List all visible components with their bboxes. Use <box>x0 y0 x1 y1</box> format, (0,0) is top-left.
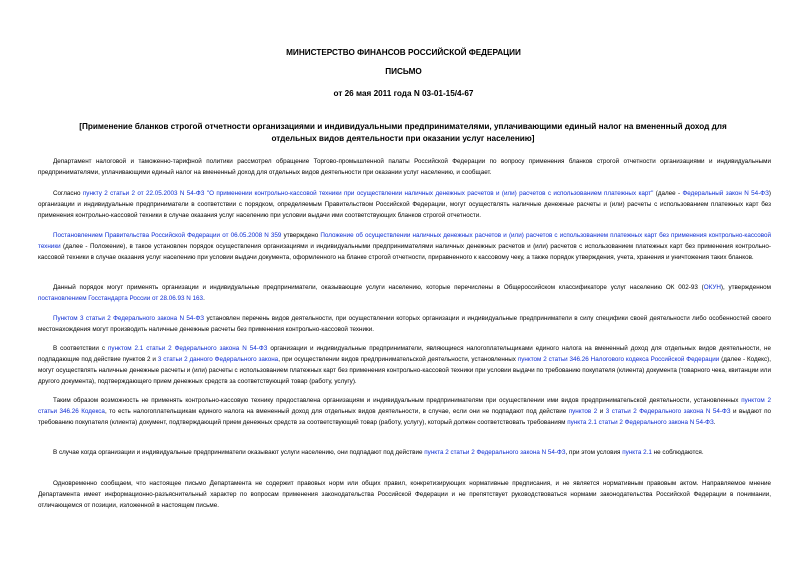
paragraph-disclaimer <box>38 478 771 511</box>
paragraph-text: и выдают по требованию покупателя (клиента) документ, подтверждающий прием денежных средств за соответствующий товар (работу, услугу), который должен соответствовать требованиям <box>38 408 771 426</box>
legal-reference-link[interactable]: Пунктом 3 статьи 2 Федерального закона N 54-ФЗ <box>53 315 205 322</box>
paragraph-text: (далее - Кодекс), могут осуществлять наличные денежные расчеты и (или) расчеты с использованием платежных карт без применения контрольно-кассовой техники при условии выдачи по требованию покупателя (клиента) документа (товарного чека, квитанции или другого документа), подтверждающего прием денежных средств за соответствующий товар (работу, услугу). <box>38 356 771 385</box>
legal-reference-link[interactable]: 3 статьи 2 Федерального закона N 54-ФЗ <box>605 408 731 415</box>
paragraph-text: Таким образом возможность не применять контрольно-кассовую технику предоставлена организациям и индивидуальным предпринимателям при осуществлении ими видов предпринимательской деятельности, установленных <box>53 397 742 404</box>
paragraph-text: утверждено <box>281 232 321 239</box>
paragraph-text: , то есть налогоплательщикам единого налога на вмененный доход для отдельных видов деятельности, в случае, если они не подпадают под действие <box>104 408 569 415</box>
legal-reference-link[interactable]: пункта 2.1 статьи 2 Федерального закона N 54-ФЗ <box>567 419 714 426</box>
paragraph-text: (далее - <box>653 190 683 197</box>
legal-reference-link[interactable]: пункта 2.1 <box>622 449 652 456</box>
paragraph-text: В случае когда организации и индивидуальные предприниматели оказывают услуги населению, они подпадают под действие <box>53 449 425 456</box>
paragraph-text: Данный порядок могут применять организации и индивидуальные предприниматели, оказывающие услуги населению, которые перечислены в Общероссийском классификаторе услуг населению ОК 002-93 ( <box>53 284 704 291</box>
paragraph-text: . <box>203 295 205 302</box>
ministry-heading: МИНИСТЕРСТВО ФИНАНСОВ РОССИЙСКОЙ ФЕДЕРАЦИИ <box>286 48 521 57</box>
paragraph-conclusion <box>38 395 771 428</box>
document-subject: [Применение бланков строгой отчетности организациями и индивидуальными предпринимателями, уплачивающими единый налог на вмененный доход для отдельных видов деятельности при оказании услуг населению] <box>79 122 727 143</box>
paragraph-clause-2-1 <box>38 343 771 387</box>
paragraph-text: и <box>597 408 606 415</box>
legal-reference-link[interactable]: пунктом 2.1 статьи 2 Федерального закона N 54-ФЗ <box>108 345 268 352</box>
paragraph-text: ), утвержденном <box>720 284 771 291</box>
document-date-number: от 26 мая 2011 года N 03-01-15/4-67 <box>333 89 474 98</box>
paragraph-text: организации и индивидуальные предприниматели, являющиеся налогоплательщиками единого налога на вмененный доход для отдельных видов деятельности, не подпадающие под действие пунктов 2 и <box>38 345 771 363</box>
legal-reference-link[interactable]: пунктом 2 статьи 346.26 Налогового кодекса Российской Федерации <box>517 356 720 363</box>
paragraph-text: ) организации и индивидуальные предприниматели в соответствии с порядком, определяемым Правительством Российской Федерации, могут осуществлять наличные денежные расчеты и (или) расчеты с использованием платежных карт без применения контрольно-кассовой техники в случае оказания услуг населению при условии выдачи ими соответствующих бланков строгой отчетности. <box>38 190 771 219</box>
paragraph-text: Департамент налоговой и таможенно-тарифной политики рассмотрел обращение Торгово-промышленной палаты Российской Федерации по вопросу применения бланков строгой отчетности организациями и индивидуальными предпринимателями, уплачивающими единый налог на вмененный доход для отдельных видов деятельности при оказании услуг населению, и сообщает. <box>38 158 771 176</box>
paragraph-clause-3 <box>38 313 771 335</box>
legal-reference-link[interactable]: Постановлением Правительства Российской Федерации от 06.05.2008 N 359 <box>53 232 282 239</box>
document-type: ПИСЬМО <box>385 67 422 76</box>
paragraph-text: . <box>713 419 716 426</box>
paragraph-text: установлен перечень видов деятельности, при осуществлении которых организации и индивидуальные предприниматели в силу специфики своей деятельности либо особенностей своего местонахождения могут производить наличные денежные расчеты без применения контрольно-кассовой техники. <box>38 315 771 333</box>
legal-reference-link[interactable]: пунктов 2 <box>568 408 598 415</box>
paragraph-intro <box>38 156 771 178</box>
paragraph-text: Одновременно сообщаем, что настоящее письмо Департамента не содержит правовых норм или общих правил, конкретизирующих нормативные предписания, и не является нормативным правовым актом. Направляемое мнение Департамента имеет информационно-разъяснительный характер по вопросам применения законодательства Российской Федерации и не препятствует руководствоваться нормами законодательства Российской Федерации в понимании, отличающемся от позиции, изложенной в настоящем письме. <box>38 480 771 509</box>
legal-reference-link[interactable]: пункта 2 статьи 2 Федерального закона N 54-ФЗ <box>424 449 566 456</box>
legal-reference-link[interactable]: Федеральный закон N 54-ФЗ <box>682 190 769 197</box>
legal-reference-link[interactable]: Положение об осуществлении наличных денежных расчетов и (или) расчетов с использованием платежных карт без применения контрольно-кассовой техники <box>38 232 771 250</box>
legal-reference-link[interactable]: пунктом 2 статьи 346.26 Кодекса <box>38 397 771 415</box>
paragraph-text: Согласно <box>53 190 83 197</box>
paragraph-text: , при осуществлении видов предпринимательской деятельности, установленных <box>278 356 518 363</box>
paragraph-text: не соблюдаются. <box>651 449 704 456</box>
paragraph-regulation-359 <box>38 230 771 263</box>
paragraph-services-case <box>38 447 771 458</box>
legal-reference-link[interactable]: ОКУН <box>703 284 721 291</box>
paragraph-text: В соответствии с <box>53 345 109 352</box>
paragraph-text: (далее - Положение), в такое установлен порядок осуществления организациями и индивидуальными предпринимателями наличных денежных расчетов и (или) расчетов с использованием платежных карт без применения контрольно-кассовой техники в случае оказания услуг населению при условии выдачи документа, оформленного на бланке строгой отчетности, приравненного к кассовому чеку, а также порядок утверждения, учета, хранения и уничтожения таких бланков. <box>38 243 771 261</box>
paragraph-law-54fz <box>38 188 771 221</box>
legal-reference-link[interactable]: постановлением Госстандарта России от 28.06.93 N 163 <box>38 295 204 302</box>
legal-reference-link[interactable]: 3 статьи 2 данного Федерального закона <box>157 356 279 363</box>
paragraph-text: , при этом условия <box>565 449 623 456</box>
paragraph-okun <box>38 282 771 304</box>
legal-reference-link[interactable]: пункту 2 статьи 2 от 22.05.2003 N 54-ФЗ "О применении контрольно-кассовой техники при осуществлении наличных денежных расчетов и (или) расчетов с использованием платежных карт" <box>82 190 654 197</box>
